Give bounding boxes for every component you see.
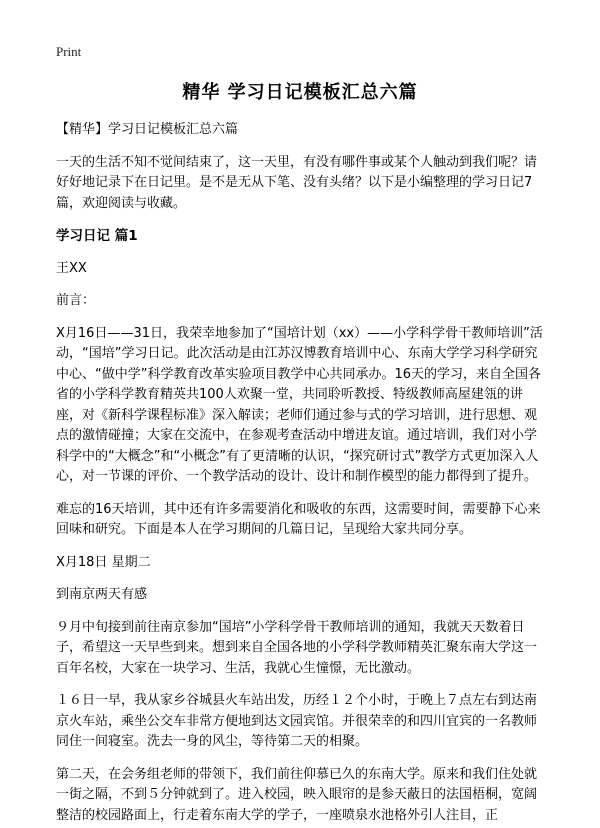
entry-title: 到南京两天有感 [56, 587, 148, 602]
intro-paragraph: 一天的生活不知不觉间结束了，这一天里，有没有哪件事或某个人触动到我们呢？请好好地记录下在日记里。是不是无从下笔、没有头绪？以下是小编整理的学习日记7篇，欢迎阅读与收藏。 [56, 154, 538, 211]
section-heading: 学习日记 篇1 [56, 228, 138, 244]
entry-date: X月18日 星期二 [56, 554, 151, 570]
page-title: 精华 学习日记模板汇总六篇 [182, 82, 418, 103]
document-body [56, 120, 546, 828]
body-paragraph: 难忘的16天培训，其中还有许多需要消化和吸收的东西，这需要时间，需要静下心来回味和研究。下面是本人在学习期间的几篇日记，呈现给大家共同分享。 [56, 501, 541, 537]
body-paragraph: X月16日——31日，我荣幸地参加了“国培计划（xx）——小学科学骨干教师培训”活动，“国培”学习日记。此次活动是由江苏汉博教育培训中心、东南大学学习科学研究中心、“做中学”科学教育改革实验项目教学中心共同承办。16天的学习，来自全国各省的小学科学教育精英共100人欢聚一堂，共同聆听教授、特级教师高屋建瓴的讲座，对《新科学课程标准》深入解读；老师们通过参与式的学习培训，进行思想、观点的激情碰撞；大家在交流中，在参观考查活动中增进友谊。通过培训，我们对小学科学中的“大概念”和“小概念”有了更清晰的认识，“探究研讨式”教学方式更加深入人心，对一节课的评价、一个教学活动的设计、设计和制作模型的能力都得到了提升。 [56, 325, 543, 484]
body-paragraph: 第二天，在会务组老师的带领下，我们前往仰慕已久的东南大学。原来和我们住处就一街之隔，不到５分钟就到了。进入校园，映入眼帘的是参天蔽日的法国梧桐，宽阔整洁的校园路面上，行走着东南大学的学子，一座喷泉水池格外引人注目，正 [56, 766, 538, 823]
subtitle: 【精华】学习日记模板汇总六篇 [56, 122, 239, 137]
body-paragraph: ９月中旬接到前往南京参加“国培”小学科学骨干教师培训的通知，我就天天数着日子，希望这一天早些到来。想到来自全国各地的小学科学教师精英汇聚东南大学这一百年名校，大家在一块学习、生活，我就心生憧憬，无比激动。 [56, 619, 538, 676]
preface-label: 前言： [56, 293, 96, 308]
body-paragraph: １６日一早，我从家乡谷城县火车站出发，历经１２个小时，于晚上７点左右到达南京火车站，乘坐公交车非常方便地到达文园宾馆。并很荣幸的和四川宜宾的一名教师同住一间寝室。洗去一身的风尘，等待第二天的相聚。 [56, 693, 538, 749]
print-label: Print [56, 44, 82, 59]
author-name: 王XX [56, 260, 87, 276]
